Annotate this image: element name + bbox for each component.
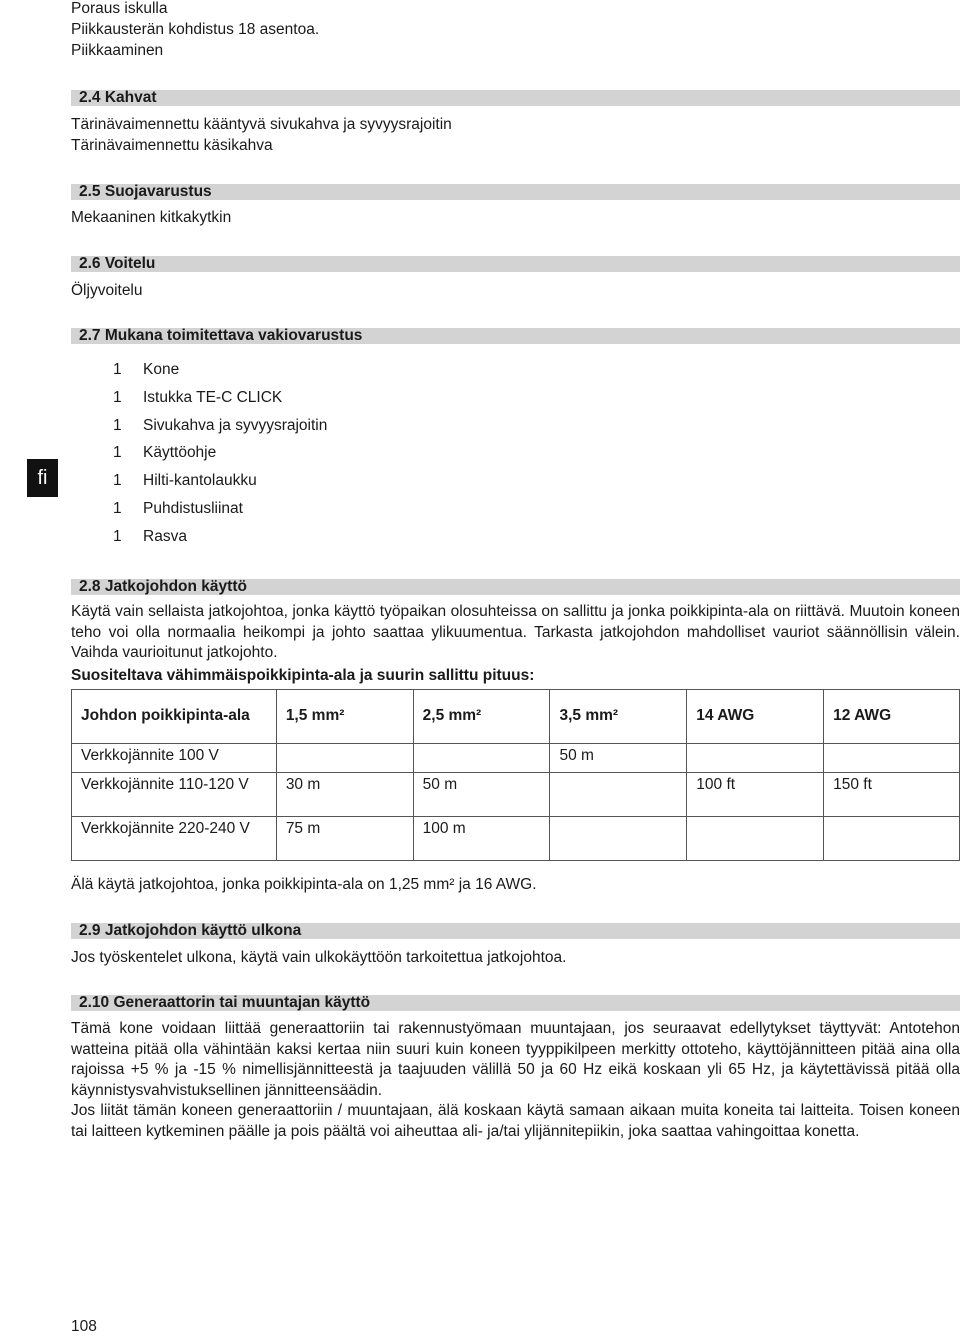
section-2-9-paragraph: Jos työskentelet ulkona, käytä vain ulkokäyttöön tarkoitettua jatkojohtoa.: [71, 949, 567, 966]
table-row: [72, 817, 960, 861]
header-cell: 12 AWG: [824, 690, 960, 744]
table-cell: Verkkojännite 100 V: [72, 744, 277, 773]
section-2-8-paragraph: Käytä vain sellaista jatkojohtoa, jonka käyttö työpaikan olosuhteissa on sallittu ja jonka poikkipinta-ala on riittävä. Muutoin koneen teho voi olla normaalia heikompi ja johto saattaa ylikuumentua. Tarkasta jatkojohdon mahdolliset vauriot säännöllisin välein. Vaihda vaurioitunut jatkojohto.: [71, 603, 960, 661]
section-2-7-heading: 2.7 Mukana toimitettava vakiovarustus: [71, 328, 960, 344]
section-2-4-line-1: Tärinävaimennettu kääntyvä sivukahva ja syvyysrajoitin: [71, 116, 452, 133]
table-cell: [550, 773, 687, 817]
table-cell: 100 ft: [687, 773, 824, 817]
header-cell: 1,5 mm²: [276, 690, 413, 744]
list-item: 1 Puhdistusliinat: [113, 500, 243, 517]
table-cell: [276, 744, 413, 773]
section-2-10-paragraph-2: Jos liität tämän koneen generaattoriin / muuntajaan, älä koskaan käytä samaan aikaan muita koneita tai laitteita. Toisen koneen tai laitteen kytkeminen päälle ja pois päältä voi aiheuttaa ali- ja/tai ylijännitepiikin, joka saattaa vahingoittaa konetta.: [71, 1102, 960, 1140]
table-cell: 75 m: [276, 817, 413, 861]
section-2-4-line-2: Tärinävaimennettu käsikahva: [71, 137, 273, 154]
header-cell: Johdon poikkipinta-ala: [72, 690, 277, 744]
table-cell: [824, 817, 960, 861]
extension-cord-table: [71, 689, 960, 861]
section-2-5-line-1: Mekaaninen kitkakytkin: [71, 209, 232, 226]
table-cell: [413, 744, 550, 773]
intro-line-3: Piikkaaminen: [71, 42, 164, 59]
table-row: [72, 744, 960, 773]
table-cell: 50 m: [413, 773, 550, 817]
section-2-10-heading: 2.10 Generaattorin tai muuntajan käyttö: [71, 995, 960, 1011]
intro-line-1: Poraus iskulla: [71, 0, 168, 17]
table-cell: [550, 817, 687, 861]
section-2-4-heading: 2.4 Kahvat: [71, 90, 960, 106]
table-title: Suositeltava vähimmäispoikkipinta-ala ja suurin sallittu pituus:: [71, 667, 535, 684]
list-item: 1 Kone: [113, 361, 180, 378]
list-item: 1 Hilti-kantolaukku: [113, 472, 257, 489]
header-cell: 2,5 mm²: [413, 690, 550, 744]
table-row: [72, 773, 960, 817]
table-cell: 150 ft: [824, 773, 960, 817]
section-2-6-heading: 2.6 Voitelu: [71, 256, 960, 272]
section-2-8-note: Älä käytä jatkojohtoa, jonka poikkipinta-ala on 1,25 mm² ja 16 AWG.: [71, 876, 537, 893]
language-tab: fi: [27, 459, 58, 497]
header-cell: 14 AWG: [687, 690, 824, 744]
list-item: 1 Käyttöohje: [113, 444, 217, 461]
table-cell: Verkkojännite 110-120 V: [72, 773, 277, 817]
table-cell: Verkkojännite 220-240 V: [72, 817, 277, 861]
list-item: 1 Istukka TE-C CLICK: [113, 389, 283, 406]
intro-line-2: Piikkausterän kohdistus 18 asentoa.: [71, 21, 320, 38]
header-cell: 3,5 mm²: [550, 690, 687, 744]
list-item: 1 Sivukahva ja syvyysrajoitin: [113, 417, 328, 434]
page-number: 108: [71, 1318, 97, 1335]
section-2-5-heading: 2.5 Suojavarustus: [71, 184, 960, 200]
section-2-10-paragraph-1: Tämä kone voidaan liittää generaattoriin tai rakennustyömaan muuntajaan, jos seuraavat edellytykset täyttyvät: Antotehon watteina pitää olla vähintään kaksi kertaa niin suuri kuin koneen tyyppikilpeen merkitty ottoteho, käyttöjännitteen pitää aina olla rajoissa +5 % ja -15 % nimellisjännitteestä ja taajuuden välillä 50 ja 60 Hz eikä koskaan yli 65 Hz, ja käytettävissä pitää olla käynnistysvahvistuksellinen jännitteensäädin.: [71, 1020, 960, 1099]
section-2-8-heading: 2.8 Jatkojohdon käyttö: [71, 579, 960, 595]
table-cell: [824, 744, 960, 773]
table-header-row: [72, 690, 960, 744]
table-cell: 50 m: [550, 744, 687, 773]
table-cell: [687, 817, 824, 861]
table-cell: 30 m: [276, 773, 413, 817]
section-2-9-heading: 2.9 Jatkojohdon käyttö ulkona: [71, 923, 960, 939]
section-2-6-line-1: Öljyvoitelu: [71, 282, 143, 299]
list-item: 1 Rasva: [113, 528, 187, 545]
table-cell: [687, 744, 824, 773]
table-cell: 100 m: [413, 817, 550, 861]
